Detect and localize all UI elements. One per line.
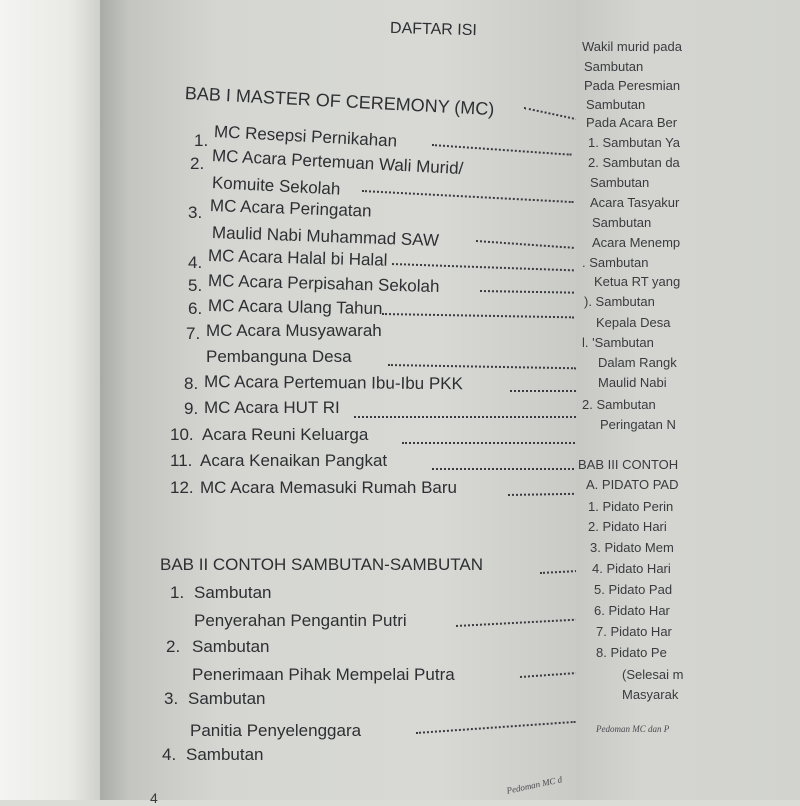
- toc-line: Acara Tasyakur: [590, 195, 680, 210]
- item-number: 2.: [166, 637, 181, 656]
- item-number: 1.: [194, 131, 209, 150]
- item-leader: [508, 493, 578, 496]
- toc-line: . Sambutan: [582, 255, 649, 270]
- toc-line: 4. Pidato Hari: [592, 561, 671, 576]
- item-title: Sambutan: [194, 583, 272, 602]
- item-title: MC Acara Memasuki Rumah Baru: [200, 478, 457, 497]
- page-header: DAFTAR ISI: [389, 19, 478, 40]
- item-number: 11.: [170, 451, 193, 470]
- bab1-title-leader: [524, 107, 578, 120]
- toc-line: 1. Sambutan Ya: [588, 135, 681, 150]
- item-number: 5.: [188, 276, 203, 295]
- item-number: 2.: [190, 154, 205, 173]
- item-number: 6.: [188, 299, 203, 318]
- bab2-title: BAB II CONTOH SAMBUTAN-SAMBUTAN: [160, 555, 484, 574]
- left-page: [100, 0, 580, 806]
- item-leader: [388, 364, 576, 369]
- toc-line: Sambutan: [592, 215, 652, 230]
- item-leader: [402, 442, 578, 444]
- item-leader: [476, 240, 574, 249]
- toc-line: Wakil murid pada: [582, 39, 682, 54]
- item-title: MC Acara Musyawarah: [206, 321, 382, 340]
- item-leader: [382, 313, 574, 318]
- toc-line: Peringatan N: [600, 417, 676, 432]
- item-leader: [456, 619, 578, 627]
- item-title: MC Acara Perpisahan Sekolah: [207, 271, 440, 297]
- item-leader: [432, 468, 578, 470]
- toc-line: ). Sambutan: [584, 294, 655, 309]
- toc-line: 2. Sambutan: [582, 397, 656, 412]
- toc-line: 8. Pidato Pe: [596, 645, 667, 660]
- toc-line: Kepala Desa: [596, 315, 671, 330]
- item-leader: [392, 263, 574, 271]
- item-title: MC Acara Peringatan: [209, 196, 372, 221]
- bab1-title: BAB I MASTER OF CEREMONY (MC): [184, 83, 495, 120]
- item-title: Sambutan: [192, 637, 270, 656]
- item-leader: [432, 144, 572, 156]
- item-number: 9.: [184, 399, 199, 418]
- toc-line: 2. Sambutan da: [588, 155, 680, 170]
- toc-line: Pada Acara Ber: [586, 115, 678, 130]
- toc-line: Pada Peresmian: [584, 78, 681, 93]
- item-number: 1.: [170, 583, 185, 602]
- item-title: MC Acara Ulang Tahun: [207, 296, 383, 319]
- toc-line: 7. Pidato Har: [596, 624, 672, 639]
- item-title: MC Resepsi Pernikahan: [213, 122, 398, 151]
- bab2-title-leader: [540, 570, 580, 574]
- toc-line: Maulid Nabi: [598, 375, 667, 390]
- toc-line: Acara Menemp: [592, 235, 681, 250]
- item-number: 7.: [186, 324, 201, 343]
- item-number: 3.: [188, 203, 203, 222]
- item-title: Acara Kenaikan Pangkat: [200, 451, 388, 470]
- item-title: MC Acara Pertemuan Ibu-Ibu PKK: [203, 372, 463, 394]
- item-title-cont: Komuite Sekolah: [211, 173, 341, 199]
- toc-line: 6. Pidato Har: [594, 603, 670, 618]
- toc-line: 5. Pidato Pad: [594, 582, 673, 597]
- item-title-cont: Maulid Nabi Muhammad SAW: [211, 223, 440, 250]
- item-title: MC Acara Halal bi Halal: [207, 246, 388, 270]
- item-leader: [362, 190, 574, 203]
- item-title-cont: Penerimaan Pihak Mempelai Putra: [192, 665, 455, 684]
- item-number: 3.: [164, 689, 179, 708]
- page-footer: Pedoman MC dan P: [596, 724, 670, 734]
- item-number: 12.: [170, 478, 194, 497]
- toc-line: l. 'Sambutan: [582, 335, 654, 350]
- item-number: 10.: [170, 425, 194, 444]
- item-leader: [510, 390, 576, 392]
- item-title: MC Acara HUT RI: [204, 398, 340, 417]
- item-title: Sambutan: [188, 689, 266, 708]
- toc-line: BAB III CONTOH: [578, 457, 679, 472]
- page-footer: Pedoman MC d: [505, 774, 563, 796]
- toc-line: A. PIDATO PAD: [586, 477, 679, 492]
- toc-line: 1. Pidato Perin: [588, 499, 674, 514]
- item-leader: [416, 721, 576, 734]
- item-leader: [354, 416, 576, 418]
- item-leader: [520, 672, 578, 678]
- item-title: MC Acara Pertemuan Wali Murid/: [211, 146, 464, 179]
- right-page: [576, 0, 800, 800]
- item-title-cont: Penyerahan Pengantin Putri: [194, 611, 407, 630]
- item-number: 4.: [188, 253, 203, 272]
- toc-line: Dalam Rangk: [598, 355, 677, 370]
- page-number: 4: [150, 790, 158, 806]
- toc-line: Sambutan: [586, 97, 646, 112]
- toc-line: Ketua RT yang: [594, 274, 681, 289]
- item-title-cont: Panitia Penyelenggara: [190, 721, 362, 740]
- item-number: 8.: [184, 374, 199, 393]
- toc-line: 3. Pidato Mem: [590, 540, 674, 555]
- item-title-cont: Pembanguna Desa: [206, 347, 352, 366]
- toc-line: Masyarak: [622, 687, 679, 702]
- item-title: Acara Reuni Keluarga: [202, 425, 369, 444]
- item-leader: [480, 290, 574, 294]
- toc-line: 2. Pidato Hari: [588, 519, 667, 534]
- toc-line: Sambutan: [590, 175, 650, 190]
- background-left: [0, 0, 100, 800]
- item-number: 4.: [162, 745, 177, 764]
- toc-line: (Selesai m: [622, 667, 684, 682]
- item-title: Sambutan: [186, 745, 264, 764]
- toc-line: Sambutan: [584, 59, 644, 74]
